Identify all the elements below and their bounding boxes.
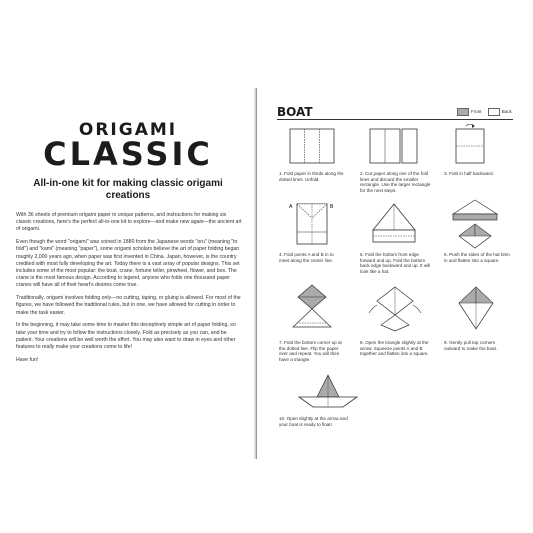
intro-paragraph: Even though the word "origami" was coined in 1880 from the Japanese words "oru" (meaning "to fold") and "kami" (meaning "paper"), some origami scholars believe the art of paper folding began roughly 2,000 years ago, when paper was first invented in China. Japan, however, is the country credited with most fully developing the art. Today there is a vast array of popular designs. This set includes some of the most popular: the boat, crane, fortune teller, pinwheel, flower, and box. The crane is the most famous design. According to legend, anyone who folds one thousand paper cranes will have all of their heart's desires come true.	[16, 239, 240, 289]
step-8-caption: 8. Open the triangle slightly at the arrow. Squeeze points A and B together and flatten into a square.	[360, 340, 429, 357]
step-4-diagram	[287, 198, 337, 248]
intro-text	[16, 212, 242, 370]
step-7-caption: 7. Fold the bottom corner up at the dotted line. Flip the paper over and repeat. You will then have a triangle.	[279, 340, 342, 362]
book-title: CLASSIC	[43, 135, 213, 173]
step-2-diagram	[369, 128, 419, 164]
step-4-caption: 4. Fold points A and B in to meet along the center line.	[279, 252, 334, 263]
book-spread	[0, 88, 533, 459]
step-1-caption: 1. Fold paper in thirds along the dotted lines. Unfold.	[279, 171, 344, 182]
step-1-diagram	[289, 128, 335, 164]
step-5-caption: 5. Fold the bottom front edge forward and up. Fold the bottom back edge backward and up. It will look like a hat.	[360, 252, 431, 274]
step-9-diagram	[453, 283, 499, 333]
title-rule	[277, 119, 513, 120]
back-swatch	[488, 108, 500, 116]
point-a-label: A	[289, 204, 293, 210]
step-6-caption: 6. Push the sides of the hat brim in and flatten into a square.	[444, 252, 510, 263]
step-10-diagram	[297, 373, 359, 413]
intro-paragraph: With 36 sheets of premium origami paper in unique patterns, and instructions for making six classic creations, here's the perfect all-in-one kit to explore—and make new again—the ancient art of origami.	[16, 212, 242, 233]
step-9-caption: 9. Gently pull top corners outward to make the boat.	[444, 340, 498, 351]
color-legend	[457, 108, 512, 116]
step-10-caption: 10. Open slightly at the arrow and your boat is ready to float!	[279, 416, 348, 427]
intro-paragraph: Traditionally, origami involves folding only—no cutting, taping, or gluing is allowed. For most of the figures, we have followed the traditional rules, but in one, we have allowed for cutting in order to make the task easier.	[16, 295, 241, 316]
front-swatch	[457, 108, 469, 116]
step-3-diagram	[454, 124, 486, 164]
step-8-diagram	[367, 283, 423, 333]
front-label: Front	[471, 109, 482, 115]
book-subtitle: All-in-one kit for making classic origami creations	[33, 178, 223, 201]
step-3-caption: 3. Fold in half backward.	[444, 171, 494, 176]
kicker-title: ORIGAMI	[78, 120, 178, 140]
step-6-diagram	[447, 196, 503, 250]
boat-title: BOAT	[277, 105, 313, 119]
step-2-caption: 2. Cut paper along one of the fold lines and discard the smaller rectangle. Use the larger rectangle for the next steps.	[360, 171, 431, 193]
left-page	[0, 88, 256, 459]
right-page	[257, 88, 533, 459]
back-label: Back	[501, 109, 512, 115]
point-b-label: B	[330, 204, 334, 210]
step-7-diagram	[285, 283, 339, 333]
step-5-diagram	[369, 200, 419, 248]
intro-paragraph: In the beginning, it may take some time to master this deceptively simple art of paper folding, so take your time and try to follow the instructions closely. Fold as precisely as you can, and be patient. Your creations will be well worth the effort. You may also want to draw in eyes and other features to really make your creations come to life!	[16, 322, 236, 351]
intro-paragraph: Have fun!	[16, 356, 39, 363]
